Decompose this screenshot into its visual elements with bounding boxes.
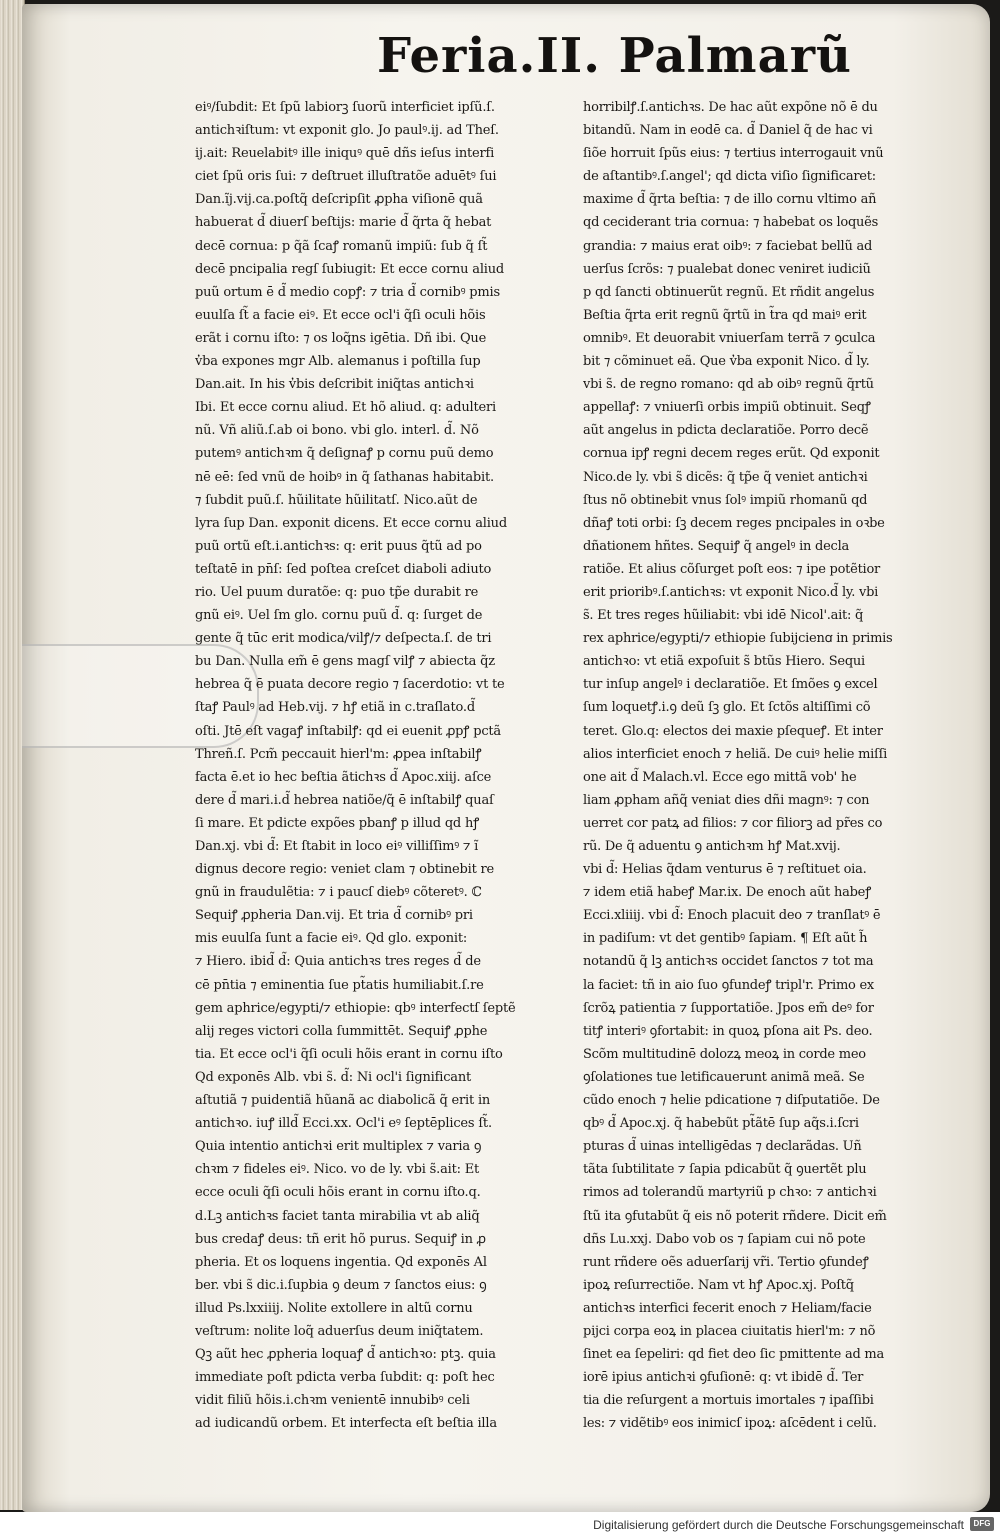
text-line: v̓ba expones mgr Alb. alemanus i poſtilla ſup (195, 354, 481, 370)
text-line: qd ceciderant tria cornua: ⁊ habebat os loquẽs (583, 215, 879, 231)
text-line: grandia: ⁊ maius erat oibꝰ: ⁊ faciebat bellũ ad (583, 238, 873, 254)
footer-bar (0, 1512, 1000, 1538)
text-line: euulſa ſt̃ a facie eiꝰ. Et ecce ocl'i q̃ſi oculi hõis (195, 307, 486, 323)
text-line: Dan.ait. In his v̓bis deſcribit iniq̃tas antichꝛi (195, 377, 474, 393)
text-line: one ait d̃ Malach.vl. Ecce ego mittã vob' he (583, 769, 857, 785)
text-line: Qꝫ aũt hec ꝓpheria loquaꝭ d̃ antichꝛo: ptꝫ. quia (195, 1347, 496, 1363)
text-line: d.Lꝫ antichꝛs faciet tanta mirabilia vt ab aliq̃ (195, 1208, 480, 1224)
text-line: ſcrõꝝ patientia ⁊ ſupportatiõe. Jpos em̃ deꝰ for (583, 1000, 874, 1016)
text-line: dñs Lu.xxj. Dabo vob os ⁊ ſapiam cui nõ pote (583, 1231, 866, 1247)
text-line: runt rñdere oẽs aduerſarij vr̃i. Tertio ꝯfundeꝭ (583, 1254, 869, 1270)
text-line: ſtus nõ obtinebit vnus ſolꝰ impiũ rhomanũ qd (583, 492, 868, 508)
text-line: qbꝰ d̃ Apoc.xj. q̃ habebũt pt̃ãtē ſup aq̃s.i.ſcri (583, 1116, 859, 1132)
text-line: in padiſum: vt det gentibꝰ ſapiam. ¶ Eſt aũt h̃ (583, 931, 868, 947)
text-line: rio. Uel puum duratõe: q: puo tp̃e durabit re (195, 584, 479, 600)
text-line: bus credaꝭ deus: tñ erit hõ purus. Sequiꝭ in ꝓ (195, 1231, 486, 1247)
text-line: ecce oculi q̃ſi oculi hõis erant in cornu iſto.q. (195, 1185, 481, 1201)
text-line: de aſtantibꝰ.ſ.angel'; qd dicta viſio ſignificaret: (583, 169, 876, 185)
text-line: la faciet: tñ in aio ſuo ꝯfundeꝭ tripl'r. Primo ex (583, 977, 875, 993)
text-line: Sequiꝭ ꝓpheria Dan.vij. Et tria d̃ cornibꝰ pri (195, 908, 473, 924)
text-line: eiꝰ/ſubdit: Et ſpũ labiorꝫ ſuorũ interficiet ipſũ.ſ. (195, 100, 495, 115)
text-line: Nico.de ly. vbi s̃ dicẽs: q̃ tp̃e q̃ veniet antichꝛi (583, 469, 868, 485)
text-column-right (583, 96, 973, 1435)
text-line: Dan.xj. vbi d̃: Et ſtabit in loco eiꝰ villiſſimꝰ ⁊ ĩ (195, 839, 479, 854)
text-line: teſtatē in pn̄ſ: ſed poſtea creſcet diaboli adiuto (195, 561, 492, 577)
text-line: bu Dan. Nulla em̃ ē gens magſ vilꝭ ⁊ abiecta q̃z (195, 654, 495, 670)
text-line: horribilꝭ.ſ.antichꝛs. De hac aũt expõne nõ ē du (583, 100, 878, 115)
text-line: omnibꝰ. Et deuorabit vniuerſam terrã ⁊ ꝯculca (583, 330, 876, 346)
text-line: vbi d̃: Helias q̃dam venturus ē ⁊ reſtituet oia. (583, 862, 867, 878)
text-line: veſtrum: nolite loq̃ aduerſus deum iniq̃tatem. (195, 1323, 484, 1339)
text-line: gente q̃ tūc erit modica/vilꝭ/⁊ deſpecta.ſ. de tri (195, 631, 492, 647)
text-line: tur inſup angelꝰ i declaratiõe. Et ſmões ꝯ excel (583, 677, 878, 693)
text-line: putemꝰ antichꝛm q̃ deſignaꝭ p cornu puũ demo (195, 446, 494, 462)
text-column-left (195, 96, 585, 1435)
text-line: dñaꝭ toti orbi: ſꝫ decem reges pncipales in oꝛbe (583, 515, 885, 531)
text-line: erãt i cornu iſto: ⁊ os loq̃ns igētia. Dñ ibi. Que (195, 330, 487, 346)
text-line: ſinet ea ſepeliri: qd fiet deo ſic pmittente ad ma (583, 1347, 884, 1363)
text-line: immediate poſt pdicta verba ſubdit: q: poſt hec (195, 1370, 495, 1386)
text-line: Ibi. Et ecce cornu aliud. Et hõ aliud. q: adulteri (195, 400, 496, 416)
text-line: pheria. Et os loquens ingentia. Qd exponēs Al (195, 1254, 487, 1270)
text-line: notandũ q̃ lꝫ antichꝛs occidet ſanctos ⁊ tot ma (583, 954, 874, 970)
text-line: facta ē.et io hec beſtia ãtichꝛs d̃ Apoc.xiij. aſce (195, 769, 492, 785)
text-line: ber. vbi s̃ dic.i.ſupbia ꝯ deum ⁊ ſanctos eius: ꝯ (195, 1277, 487, 1293)
text-line: ⁊ Hiero. ibid̃ d̃: Quia antichꝛs tres reges d̃ de (195, 954, 481, 970)
text-line: ſum loquetꝭ.i.ꝯ deũ ſꝫ glo. Et ſctõs altiſſimi cõ (583, 700, 871, 716)
text-line: antichꝛiſtum: vt exponit glo. Jo paulꝰ.ij. ad Theſ. (195, 123, 499, 139)
text-line: rimos ad tolerandũ martyriũ p chꝛo: ⁊ antichꝛi (583, 1185, 877, 1201)
text-line: pturas d̃ uinas intelligēdas ⁊ declarãdas. Uñ (583, 1139, 862, 1155)
text-line: tia die reſurgent a mortuis imortales ⁊ ipaſſibi (583, 1393, 874, 1409)
text-line: nē eē: ſed vnũ de hoibꝰ in q̃ ſathanas habitabit. (195, 469, 494, 485)
text-line: puũ ortũ eſt.i.antichꝛs: q: erit puus q̃tũ ad po (195, 538, 482, 554)
text-line: gem aphrice/egypti/⁊ ethiopie: qbꝰ interfectſ ſeptẽ (195, 1000, 516, 1016)
text-line: iorē ipius antichꝛi ꝯfuſionē: q: vt ibidē d̃. Ter (583, 1370, 864, 1386)
text-line: ſtũ ita ꝯfutabũt q̃ eis nõ poterit rñdere. Dicit em̃ (583, 1208, 887, 1224)
dfg-logo: DFG (970, 1517, 994, 1531)
text-line: Ecci.xliiij. vbi d̃: Enoch placuit deo ⁊ tranſlatꝰ ē (583, 908, 881, 924)
text-line: nũ. Vñ aliũ.ſ.ab oi bono. vbi glo. interl. d̃. Nõ (195, 423, 479, 439)
text-line: maxime d̃ q̃rta beſtia: ⁊ de illo cornu vltimo añ (583, 192, 877, 208)
text-line: antichꝛs interfici fecerit enoch ⁊ Heliam/facie (583, 1300, 872, 1316)
text-line: Beſtia q̃rta erit regnũ q̃rtũ in t̃ra qd maiꝰ erit (583, 307, 867, 323)
text-line: antichꝛo: vt etiã expoſuit s̃ btũs Hiero. Sequi (583, 654, 865, 670)
text-line: ij.ait: Reuelabitꝰ ille iniquꝰ quē dñs ieſus interfi (195, 146, 495, 162)
text-line: uerret cor patꝝ ad filios: ⁊ cor filiorꝫ ad pr̃es co (583, 815, 883, 831)
text-line: oſti. Jtē eſt vagaꝭ inſtabilꝭ: qd ei euenit ꝓpꝭ pctã (195, 723, 501, 739)
text-line: appellaꝭ: ⁊ vniuerſi orbis impiũ obtinuit. Seqꝭ (583, 400, 871, 416)
text-line: uerſus ſcrõs: ⁊ pualebat donec veniret iudiciũ (583, 261, 871, 277)
text-line: puũ ortum ē d̃ medio copꝭ: ⁊ tria d̃ cornibꝰ pmis (195, 284, 500, 300)
text-line: Threñ.ſ. Pcm̃ peccauit hierl'm: ꝓpea inſtabilꝭ (195, 746, 482, 762)
text-line: ſtaꝭ Paulꝰ ad Heb.vij. ⁊ hꝭ etiã in c.traſlato.d̃ (195, 700, 475, 716)
text-line: erit prioribꝰ.ſ.antichꝛs: vt exponit Nico.d̃ ly. vbi (583, 584, 879, 600)
text-line: alios interficiet enoch ⁊ heliã. De cuiꝰ helie miſſi (583, 746, 888, 762)
text-line: dignus decore regio: veniet clam ⁊ obtinebit re (195, 862, 495, 878)
text-line: titꝭ interiꝰ ꝯfortabit: in quoꝝ pſona ait Ps. deo. (583, 1023, 873, 1039)
text-line: rũ. De q̃ aduentu ꝯ antichꝛm hꝭ Mat.xvij. (583, 839, 841, 854)
text-line: hebrea q̃ ē puata decore regio ⁊ ſacerdotio: vt te (195, 677, 505, 693)
page-heading: Feria.II. Palmarũ (377, 28, 852, 84)
text-line: les: ⁊ vidẽtibꝰ eos inimicſ ipoꝝ: aſcēdent i celũ. (583, 1416, 877, 1432)
text-line: cē pn̄tia ⁊ eminentia ſue pt̃atis humiliabit.ſ.re (195, 977, 484, 993)
text-line: ꝯſolationes tue letificauerunt animã meã. Se (583, 1069, 865, 1085)
text-line: ⁊ ſubdit puũ.ſ. hũilitate hũilitatſ. Nico.aũt de (195, 492, 478, 508)
footer-credit: Digitalisierung gefördert durch die Deutsche Forschungsgemeinschaft (593, 1518, 964, 1532)
text-line: Quia intentio antichꝛi erit multiplex ⁊ varia ꝯ (195, 1139, 482, 1155)
text-line: chꝛm ⁊ fideles eiꝰ. Nico. vo de ly. vbi s̃.ait: Et (195, 1162, 480, 1178)
text-line: ipoꝝ reſurrectiõe. Nam vt hꝭ Apoc.xj. Poſtq̃ (583, 1277, 854, 1293)
text-line: dere d̃ mari.i.d̃ hebrea natiõe/q̃ ē inſtabilꝭ quaſ (195, 792, 494, 808)
text-line: Qd exponēs Alb. vbi s̃. d̃: Ni ocl'i ſignificant (195, 1069, 472, 1085)
text-line: rex aphrice/egypti/⁊ ethiopie ſubijcienꭤ in primis (583, 631, 893, 647)
text-line: ⁊ idem etiã habeꝭ Mar.ix. De enoch aũt habeꝭ (583, 885, 872, 901)
text-line: decē cornua: p q̃ã ſcaꝭ romanũ impiũ: ſub q̃ ſt̃ (195, 238, 488, 254)
text-line: p qd ſancti obtinuerũt regnũ. Et rñdit angelus (583, 284, 875, 300)
text-line: pijci corpa eoꝝ in placea ciuitatis hierl'm: ⁊ nõ (583, 1323, 876, 1339)
text-line: ſiõe horruit ſpũs eius: ⁊ tertius interrogauit vnũ (583, 146, 884, 162)
text-line: bitandũ. Nam in eodē ca. d̃ Daniel q̃ de hac vi (583, 123, 873, 139)
text-line: aũt angelus in pdicta declaratiõe. Porro decẽ (583, 423, 869, 439)
text-line: mis euulſa ſunt a facie eiꝰ. Qd glo. exponit: (195, 931, 468, 947)
text-line: Scõm multitudinē dolozꝝ meoꝝ in corde meo (583, 1046, 866, 1062)
text-line: decē pncipalia regſ ſubiugit: Et ecce cornu aliud (195, 261, 505, 277)
text-line: gnũ in fraudulẽtia: ⁊ i paucſ diebꝰ cõteretꝰ. ℂ (195, 885, 482, 901)
text-line: lyra ſup Dan. exponit dicens. Et ecce cornu aliud (195, 515, 507, 531)
text-line: vbi s̃. de regno romano: qd ab oibꝰ regnũ q̃rtũ (583, 377, 874, 393)
text-line: teret. Glo.q: electos dei maxie pſequeꝭ. Et inter (583, 723, 883, 739)
text-line: cũdo enoch ⁊ helie pdicatione ⁊ diſputatiõe. De (583, 1093, 880, 1109)
text-line: antichꝛo. iuꝭ illd̃ Ecci.xx. Ocl'i eꝰ ſeptēplices ſt̃. (195, 1116, 492, 1132)
text-line: habuerat d̃ diuerſ beſtijs: marie d̃ q̃rta q̃ hebat (195, 215, 492, 231)
text-line: vidit filiũ hõis.i.chꝛm venientē innubibꝰ celi (195, 1393, 470, 1409)
text-line: aſtutiã ⁊ puidentiã hũanã ac diabolicã q̃ erit in (195, 1093, 491, 1109)
text-line: gnũ eiꝰ. Uel ſm glo. cornu puũ d̃. q: ſurget de (195, 608, 483, 624)
text-line: ciet ſpũ oris ſui: ⁊ deſtruet illuſtratõe aduētꝰ ſui (195, 169, 497, 185)
text-line: Dan.ĩj.vij.ca.poſtq̃ deſcripſit ꝓpha viſionē quã (195, 192, 483, 208)
text-line: s̃. Et tres reges hũiliabit: vbi idē Nicol'.ait: q̃ (583, 608, 864, 624)
text-line: tãta ſubtilitate ⁊ ſapia pdicabũt q̃ ꝯuertẽt plu (583, 1162, 867, 1178)
text-line: ratiõe. Et alius cõſurget poſt eos: ⁊ ipe potẽtior (583, 561, 881, 577)
text-line: illud Ps.lxxiiij. Nolite extollere in altũ cornu (195, 1300, 473, 1316)
text-line: tia. Et ecce ocl'i q̃ſi oculi hõis erant in cornu iſto (195, 1046, 503, 1062)
text-line: cornua ipꝭ regni decem reges erũt. Qd exponit (583, 446, 880, 462)
text-line: alij reges victori colla ſummittēt. Sequiꝭ ꝓphe (195, 1023, 488, 1039)
text-line: liam ꝓpham añq̃ veniat dies dñi magnꝰ: ⁊ con (583, 792, 870, 808)
text-line: bit ⁊ cõminuet eã. Que v̓ba exponit Nico. d̃ ly. (583, 354, 870, 370)
text-line: dñationem hñtes. Sequiꝭ q̃ angelꝰ in decla (583, 538, 849, 554)
text-line: ad iudicandũ orbem. Et interfecta eſt beſtia illa (195, 1416, 497, 1432)
text-line: ſi mare. Et pdicte expões pbanꝭ p illud qd hꝭ (195, 815, 480, 831)
